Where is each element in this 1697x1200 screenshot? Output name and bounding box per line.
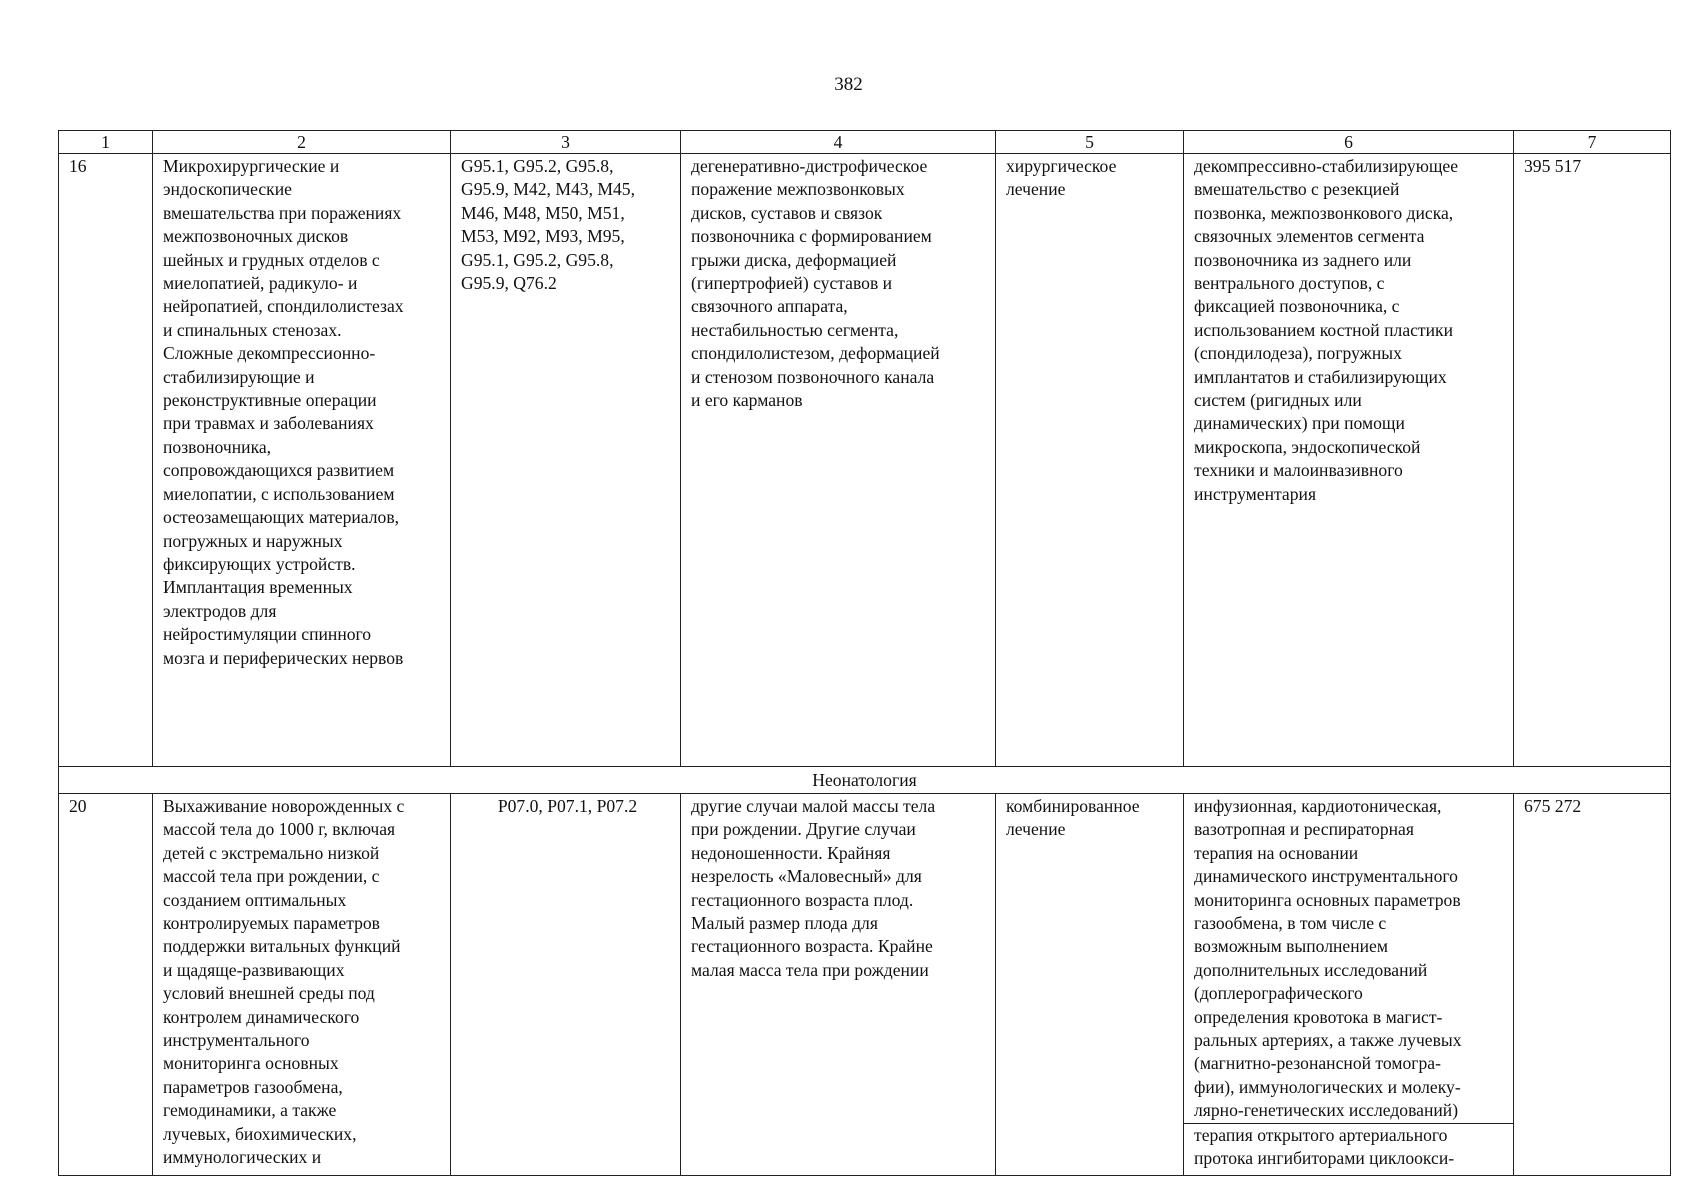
diagnosis-codes: G95.1, G95.2, G95.8, G95.9, M42, M43, M45, M46, M48, M50, M51, M53, M92, M93, M95, G95.1, G95.2, G95.8, G95.9, Q76.2 [451, 154, 681, 767]
cost-value: 395 517 [1514, 154, 1671, 767]
column-header-4: 4 [681, 131, 996, 154]
row-number: 20 [59, 794, 153, 1176]
table-row [59, 154, 1671, 767]
treatment-method: инфузионная, кардиотоническая, вазотропная и респираторная терапия на основании динамического инструментального мониторинга основных параметров газообмена, в том числе с возможным выполнением дополнительных исследований (доплерографического определения кровотока в магист- ральных артериях, а также лучевых (магнитно-резонансной томогра- фии), иммунологических и молеку- лярно-генетических исследований) [1184, 795, 1513, 1124]
column-header-5: 5 [996, 131, 1184, 154]
column-header-2: 2 [153, 131, 451, 154]
treatment-method: декомпрессивно-стабилизирующее вмешательство с резекцией позвонка, межпозвонкового диска, связочных элементов сегмента позвоночника из заднего или вентрального доступов, с фиксацией позвоночника, с использованием костной пластики (спондилодеза), погружных имплантатов и стабилизирующих систем (ригидных или динамических) при помощи микроскопа, эндоскопической техники и малоинвазивного инструментария [1184, 154, 1514, 767]
column-header-row [59, 131, 1671, 154]
service-name: Выхаживание новорожденных с массой тела до 1000 г, включая детей с экстремально низкой массой тела при рождении, с созданием оптимальных контролируемых параметров поддержки витальных функций и щадяще-развивающих условий внешней среды под контролем динамического инструментального мониторинга основных параметров газообмена, гемодинамики, а также лучевых, биохимических, иммунологических и [153, 794, 451, 1176]
treatment-type: комбинированное лечение [996, 794, 1184, 1176]
row-number: 16 [59, 154, 153, 767]
column-header-3: 3 [451, 131, 681, 154]
cost-value: 675 272 [1514, 794, 1671, 1176]
service-name: Микрохирургические и эндоскопические вмешательства при поражениях межпозвоночных дисков шейных и грудных отделов с миелопатией, радикуло- и нейропатией, спондилолистезах и спинальных стенозах. Сложные декомпрессионно- стабилизирующие и реконструктивные операции при травмах и заболеваниях позвоночника, сопровождающихся развитием миелопатии, с использованием остеозамещающих материалов, погружных и наружных фиксирующих устройств. Имплантация временных электродов для нейростимуляции спинного мозга и периферических нервов [153, 154, 451, 767]
column-header-7: 7 [1514, 131, 1671, 154]
section-title: Неонатология [59, 767, 1671, 794]
column-header-6: 6 [1184, 131, 1514, 154]
section-row [59, 767, 1671, 794]
diagnosis-codes: P07.0, P07.1, P07.2 [451, 794, 681, 1176]
services-table [58, 130, 1671, 1176]
patient-model: другие случаи малой массы тела при рождении. Другие случаи недоношенности. Крайняя незрелость «Маловесный» для гестационного возраста плод. Малый размер плода для гестационного возраста. Крайне малая масса тела при рождении [681, 794, 996, 1176]
treatment-method-cell [1184, 794, 1514, 1176]
page-number: 382 [834, 74, 863, 95]
treatment-method-continued: терапия открытого артериального протока ингибиторами циклоокси- [1194, 1124, 1455, 1169]
table-row [59, 794, 1671, 1176]
treatment-type: хирургическое лечение [996, 154, 1184, 767]
column-header-1: 1 [59, 131, 153, 154]
patient-model: дегенеративно-дистрофическое поражение межпозвонковых дисков, суставов и связок позвоночника с формированием грыжи диска, деформацией (гипертрофией) суставов и связочного аппарата, нестабильностью сегмента, спондилолистезом, деформацией и стенозом позвоночного канала и его карманов [681, 154, 996, 767]
